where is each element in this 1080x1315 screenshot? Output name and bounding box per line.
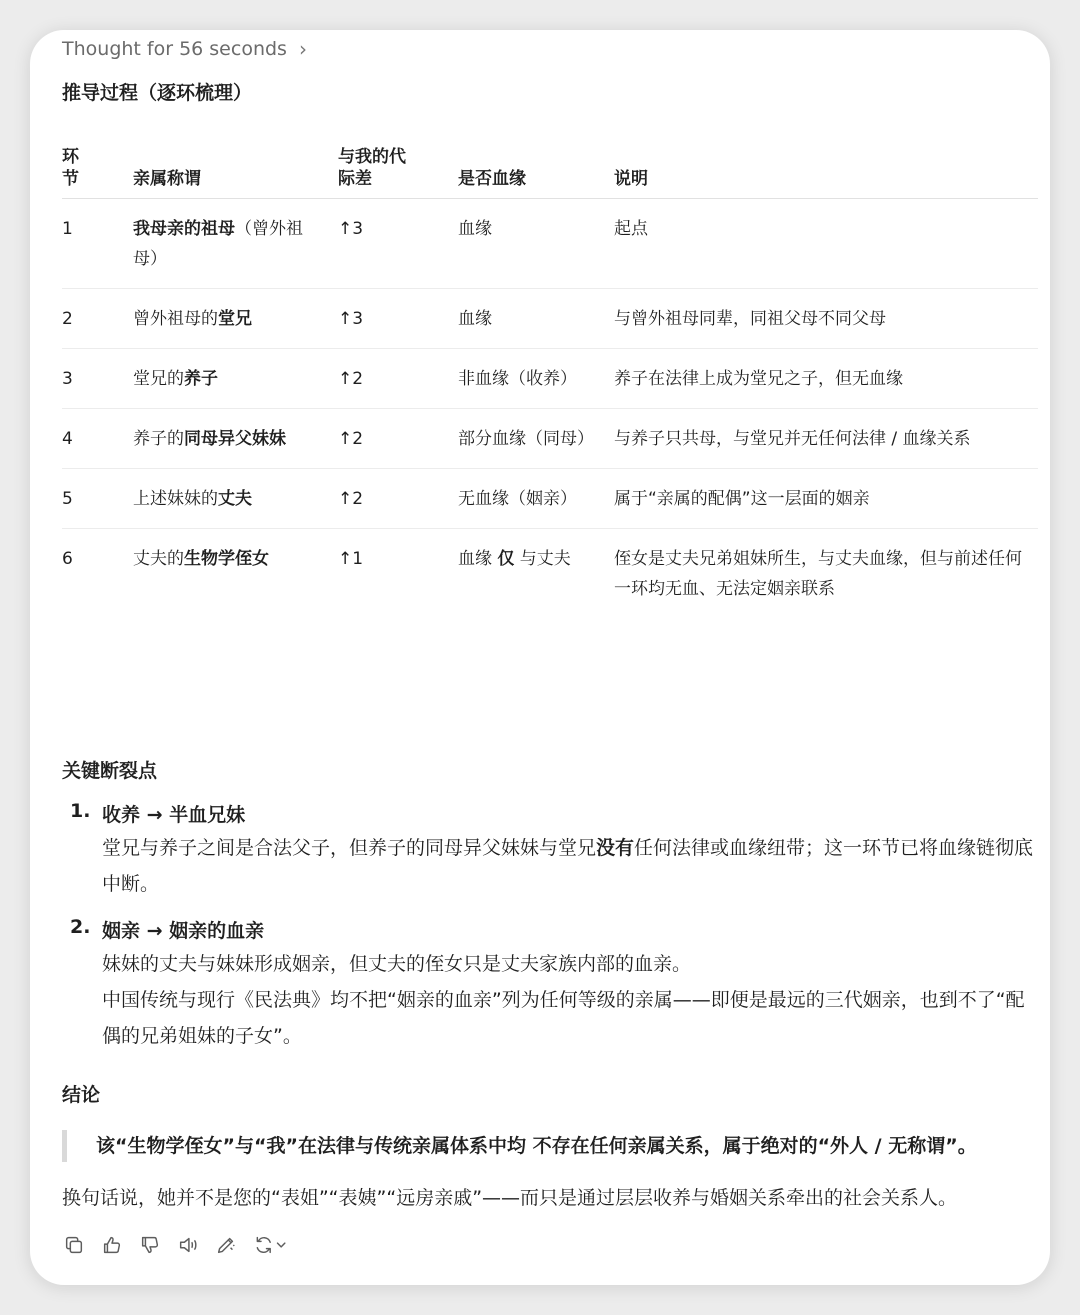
cell-step: 2 <box>62 289 133 349</box>
table-row <box>62 199 1038 289</box>
thought-toggle[interactable] <box>62 37 307 61</box>
cell-blood: 血缘 <box>458 199 614 289</box>
cell-blood: 无血缘（姻亲） <box>458 469 614 529</box>
cell-blood: 部分血缘（同母） <box>458 409 614 469</box>
cell-generation: ↑2 <box>338 349 458 409</box>
breaks-title: 关键断裂点 <box>62 760 158 782</box>
message-actions <box>62 1233 306 1257</box>
cell-generation: ↑3 <box>338 289 458 349</box>
breaks-list <box>62 800 1042 1068</box>
list-item-body: 妹妹的丈夫与妹妹形成姻亲，但丈夫的侄女只是丈夫家族内部的血亲。 中国传统与现行《民法典》均不把“姻亲的血亲”列为任何等级的亲属——即便是最远的三代姻亲，也到不了“配偶的兄弟姐妹的子女”。 <box>102 953 1025 1047</box>
chevron-right-icon: › <box>298 37 307 61</box>
cell-note: 属于“亲属的配偶”这一层面的姻亲 <box>614 469 1038 529</box>
cell-step: 6 <box>62 549 73 569</box>
cell-term: 上述妹妹的丈夫 <box>133 469 338 529</box>
conclusion-title: 结论 <box>62 1084 101 1106</box>
cell-note: 与曾外祖母同辈，同祖父母不同父母 <box>614 289 1038 349</box>
cell-generation: ↑1 <box>338 549 364 569</box>
list-item-body: 堂兄与养子之间是合法父子，但养子的同母异父妹妹与堂兄没有任何法律或血缘纽带；这一环节已将血缘链彻底中断。 <box>102 837 1034 895</box>
cell-note: 与养子只共母，与堂兄并无任何法律 / 血缘关系 <box>614 409 1038 469</box>
cell-term: 养子的同母异父妹妹 <box>133 409 338 469</box>
table-row <box>62 289 1038 349</box>
header-term: 亲属称谓 <box>133 142 338 199</box>
table-row <box>62 529 1038 619</box>
table-row <box>62 409 1038 469</box>
thumbs-down-icon[interactable] <box>138 1233 162 1257</box>
cell-blood: 血缘 <box>458 289 614 349</box>
cell-generation: ↑2 <box>338 409 458 469</box>
cell-step: 5 <box>62 469 133 529</box>
edit-icon[interactable] <box>214 1233 238 1257</box>
cell-step: 1 <box>62 199 133 289</box>
cell-term: 堂兄的养子 <box>133 349 338 409</box>
cell-note: 养子在法律上成为堂兄之子，但无血缘 <box>614 349 1038 409</box>
cell-step: 4 <box>62 409 133 469</box>
derivation-title: 推导过程（逐环梳理） <box>62 82 253 104</box>
header-step: 环 节 <box>62 142 133 199</box>
regenerate-icon[interactable] <box>252 1233 292 1257</box>
thought-label: Thought for 56 seconds <box>62 38 287 60</box>
cell-term: 曾外祖母的堂兄 <box>133 289 338 349</box>
speaker-icon[interactable] <box>176 1233 200 1257</box>
header-generation: 与我的代 际差 <box>338 142 458 199</box>
cell-generation: ↑2 <box>338 469 458 529</box>
message-card <box>30 30 1050 1285</box>
conclusion-paragraph: 换句话说，她并不是您的“表姐”“表姨”“远房亲戚”——而只是通过层层收养与婚姻关系牵出的社会关系人。 <box>62 1187 958 1209</box>
relation-table <box>62 142 1038 618</box>
copy-icon[interactable] <box>62 1233 86 1257</box>
list-item <box>62 800 1042 902</box>
table-row <box>62 469 1038 529</box>
cell-note: 起点 <box>614 199 1038 289</box>
list-number: 2. <box>70 916 91 938</box>
table-row <box>62 349 1038 409</box>
header-blood: 是否血缘 <box>458 142 614 199</box>
table-header-row <box>62 142 1038 199</box>
cell-term: 我母亲的祖母（曾外祖母） <box>133 199 338 289</box>
cell-term: 丈夫的生物学侄女 <box>133 549 269 569</box>
cell-generation: ↑3 <box>338 199 458 289</box>
conclusion-quote: 该“生物学侄女”与“我”在法律与传统亲属体系中均 不存在任何亲属关系，属于绝对的“外人 / 无称谓”。 <box>62 1130 1046 1162</box>
list-item-head: 姻亲 → 姻亲的血亲 <box>102 920 265 942</box>
cell-blood: 血缘 仅 与丈夫 <box>458 549 571 569</box>
cell-step: 3 <box>62 349 133 409</box>
cell-blood: 非血缘（收养） <box>458 349 614 409</box>
list-item <box>62 916 1042 1054</box>
list-number: 1. <box>70 800 91 822</box>
list-item-head: 收养 → 半血兄妹 <box>102 804 246 826</box>
cell-note: 侄女是丈夫兄弟姐妹所生，与丈夫血缘，但与前述任何一环均无血、无法定姻亲联系 <box>614 549 1022 599</box>
thumbs-up-icon[interactable] <box>100 1233 124 1257</box>
header-note: 说明 <box>614 142 1038 199</box>
